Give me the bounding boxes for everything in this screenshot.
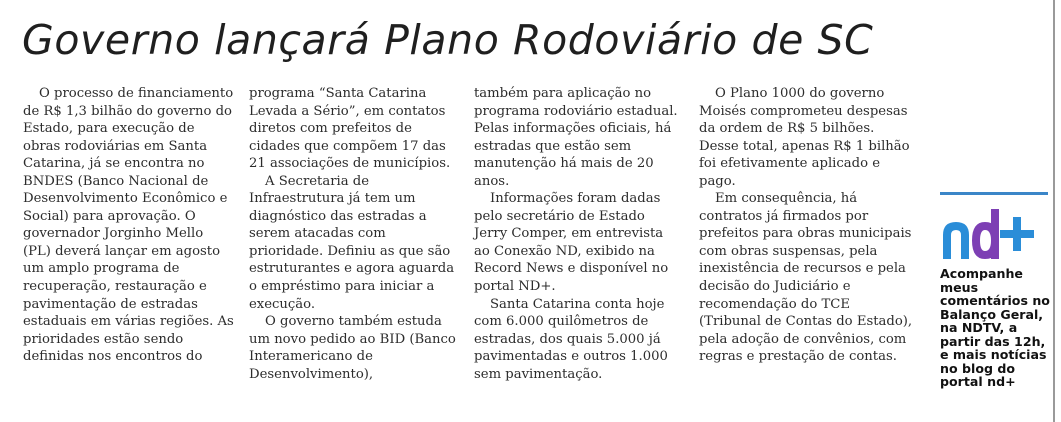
paragraph: Informações foram dadas pelo secretário de Estado Jerry Comper, em entrevista ao Conexão ND, exibido na Record News e disponível no portal ND+. xyxy=(474,191,669,295)
promo-divider xyxy=(940,192,1048,195)
article-column-3 xyxy=(474,85,679,383)
paragraph: O Plano 1000 do governo Moisés comprometeu despesas da ordem de R$ 5 bilhões. Desse total, apenas R$ 1 bilhão foi efetivamente aplicado e pago. xyxy=(699,86,910,189)
logo-text: nd+ xyxy=(941,203,944,204)
article-column-2 xyxy=(249,85,463,383)
article-column-1 xyxy=(23,85,235,366)
paragraph: Em consequência, há contratos já firmados por prefeitos para obras municipais com obras suspensas, pela inexistência de recursos e pela decisão do Judiciário e recomendação do TCE (Tribunal de Contas do Estado), pela adoção de convênios, com regras e prestação de contas. xyxy=(699,191,913,365)
paragraph: Santa Catarina conta hoje com 6.000 quilômetros de estradas, dos quais 5.000 já pavimentadas e outros 1.000 sem pavimentação. xyxy=(474,296,668,382)
paragraph: O governo também estuda um novo pedido ao BID (Banco Interamericano de Desenvolvimento), xyxy=(249,314,456,382)
paragraph: programa “Santa Catarina Levada a Sério”, em contatos diretos com prefeitos de cidades que compõem 17 das 21 associações de municípios. xyxy=(249,86,451,172)
paragraph: A Secretaria de Infraestrutura já tem um diagnóstico das estradas a serem atacadas com prioridade. Definiu as que são estruturantes e agora aguarda o empréstimo para iniciar a execução. xyxy=(249,173,455,312)
page-right-rule xyxy=(1053,0,1055,422)
paragraph: O processo de financiamento de R$ 1,3 bilhão do governo do Estado, para execução de obras rodoviárias em Santa Catarina, já se encontra no BNDES (Banco Nacional de Desenvolvimento Econômico e Social) para aprovação. O governador Jorginho Mello (PL) deverá lançar em agosto um amplo programa de recuperação, restauração e pavimentação de estradas estaduais em várias regiões. As prioridades estão sendo definidas nos encontros do xyxy=(23,86,234,365)
paragraph: também para aplicação no programa rodoviário estadual. Pelas informações oficiais, há estradas que estão sem manutenção há mais de 20 anos. xyxy=(474,86,678,189)
headline: Governo lançará Plano Rodoviário de SC xyxy=(22,16,874,64)
promo-text: Acompanhe meus comentários no Balanço Geral, na NDTV, a partir das 12h, e mais notícias no blog do portal nd+ xyxy=(940,266,1050,389)
article-column-4 xyxy=(699,85,914,366)
nd-plus-logo xyxy=(941,203,1041,261)
columnist-promo xyxy=(940,192,1050,389)
